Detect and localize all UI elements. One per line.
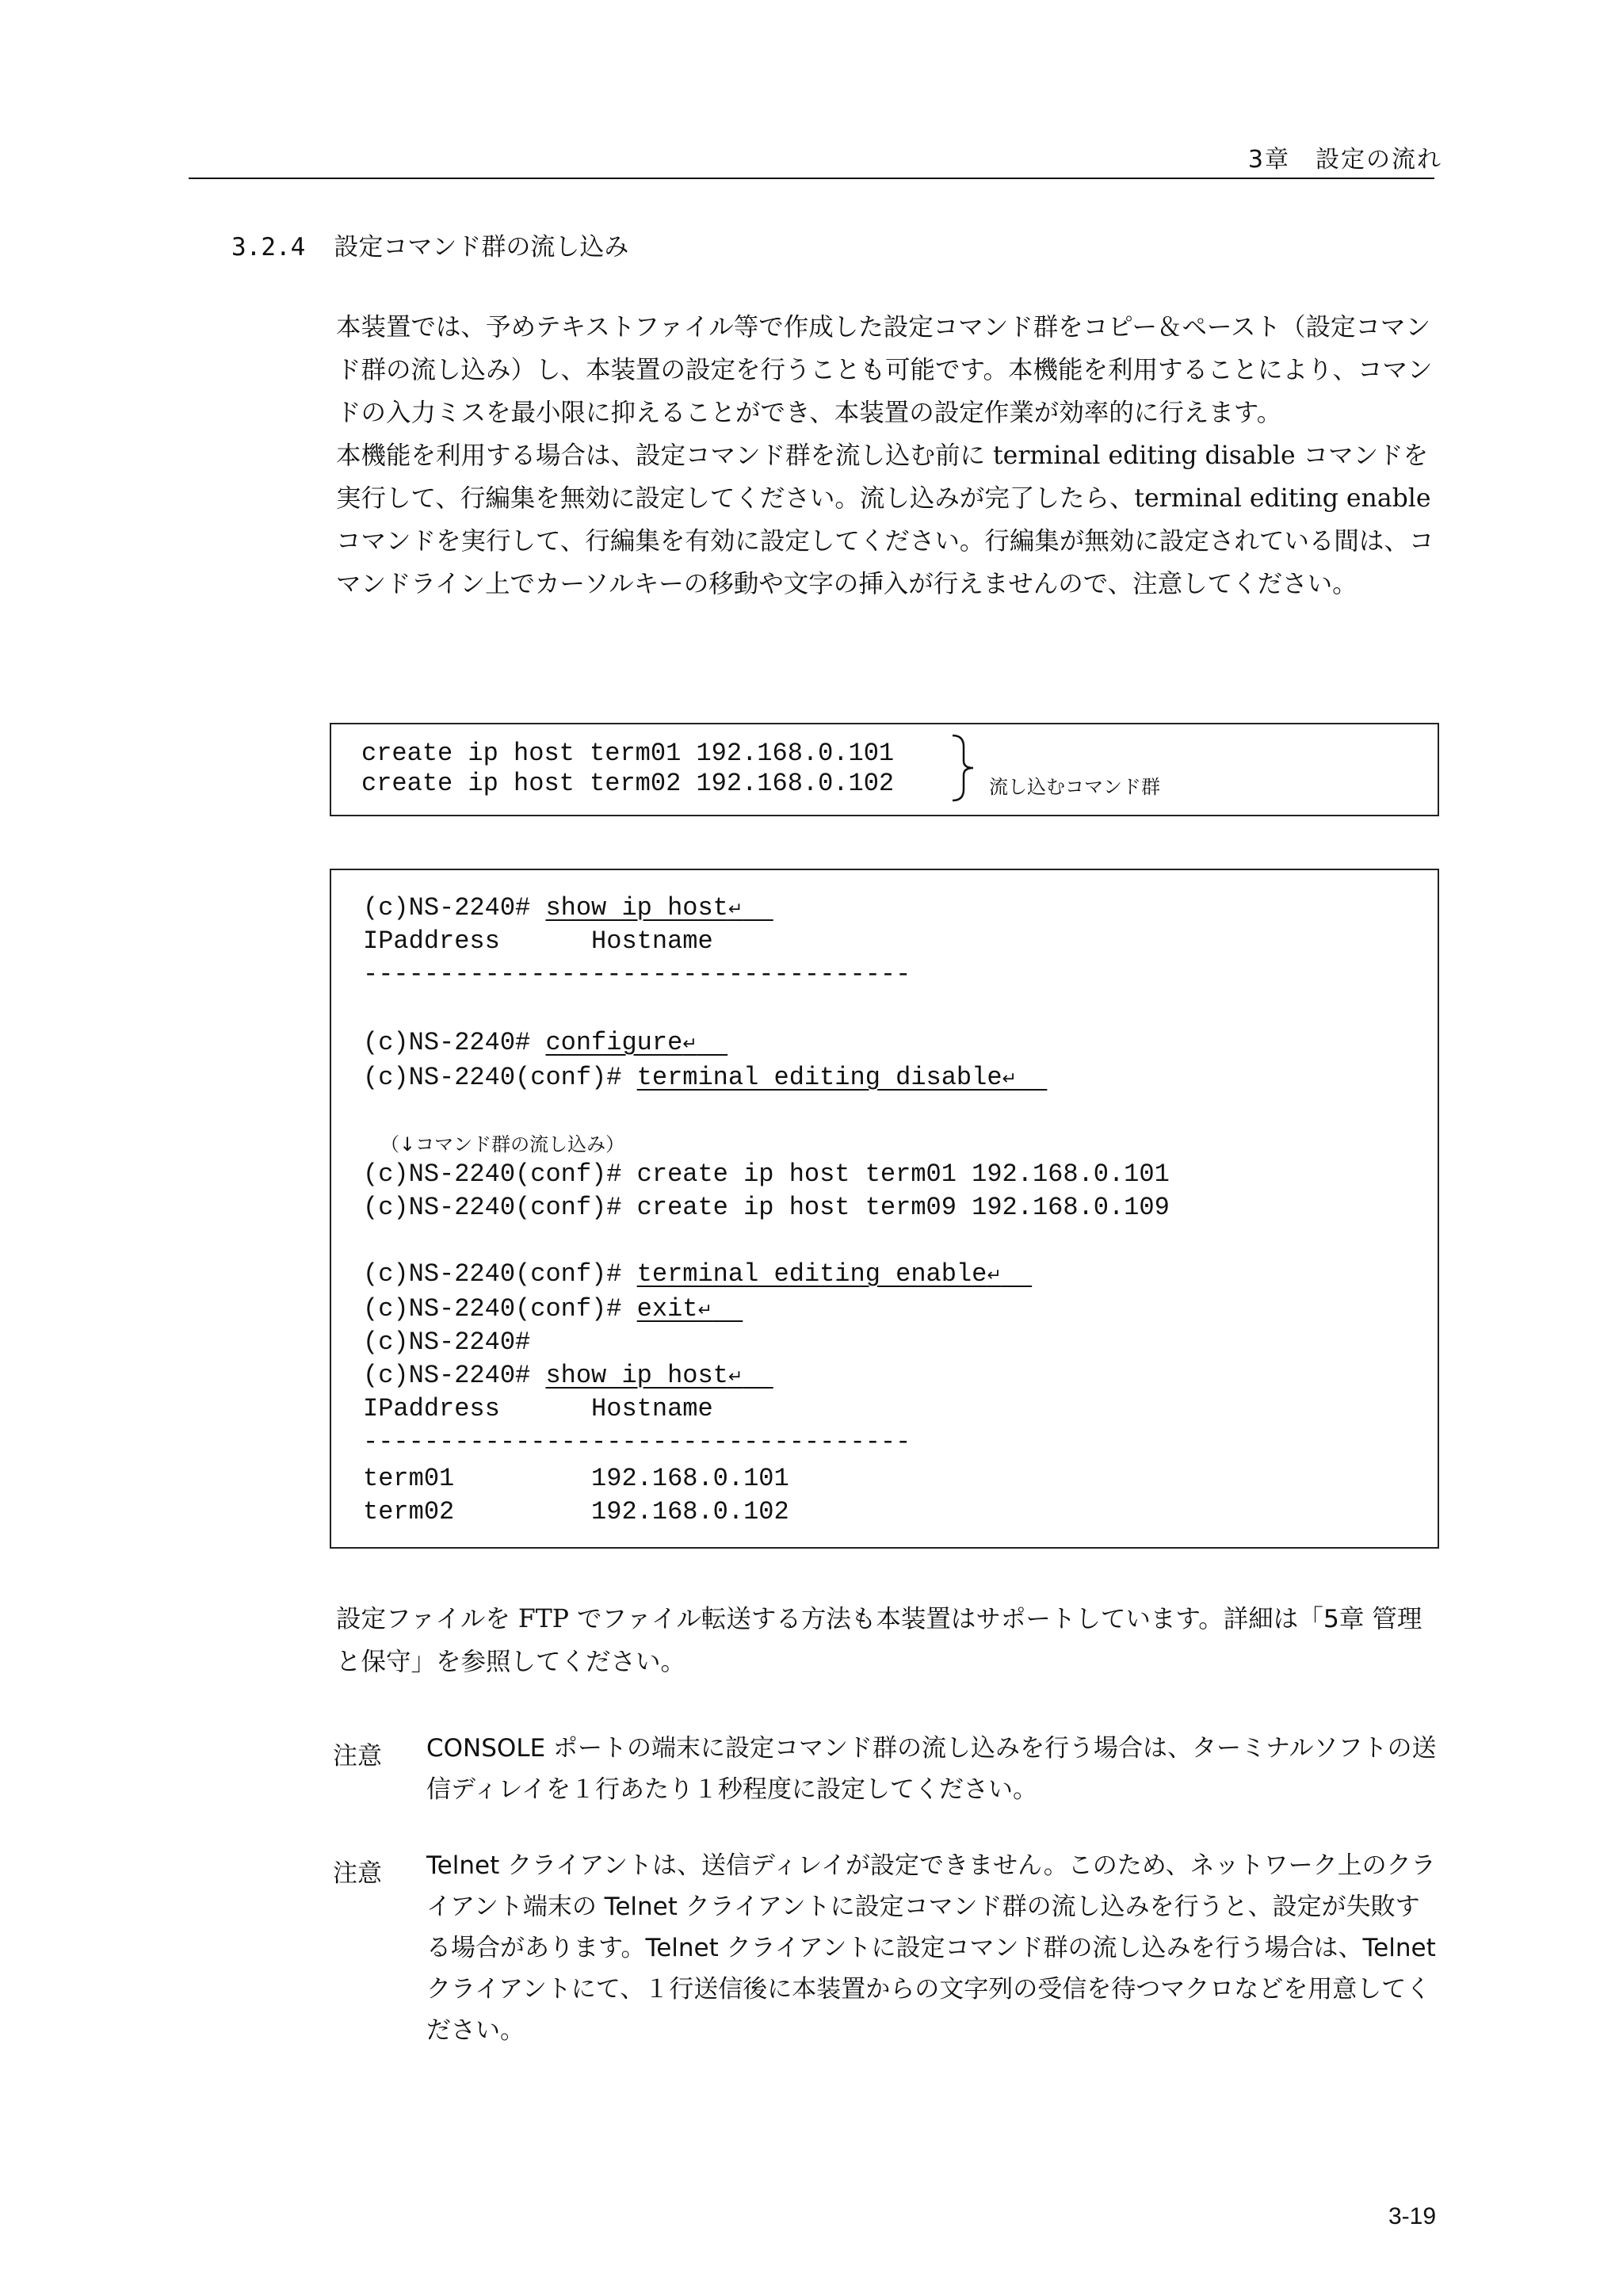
body-paragraph-2: 本機能を利用する場合は、設定コマンド群を流し込む前に terminal editing disable コマンドを実行して、行編集を無効に設定してください。流し込みが完了したら、terminal editing enable コマンドを実行して、行編集を有効に設定してください。行編集が無効に設定されている間は、コマンドライン上でカーソルキーの移動や文字の挿入が行えませんので、注意してください。 [336,441,1434,598]
chapter-reference: 5章 管理と保守 [336,1605,1423,1676]
terminal-line: IPaddress Hostname [363,1394,713,1423]
terminal-line: IPaddress Hostname [363,926,713,956]
right-brace-icon [948,732,980,804]
terminal-line: (c)NS-2240(conf)# create ip host term09 192.168.0.109 [363,1193,1170,1222]
terminal-line: ------------------------------------ [363,960,911,989]
terminal-line: term01 192.168.0.101 [363,1464,789,1493]
terminal-command: configure↵ [545,1028,697,1057]
terminal-line: (c)NS-2240# configure↵ [363,1027,727,1060]
command-box-lines [361,739,894,799]
terminal-line: (c)NS-2240(conf)# create ip host term01 192.168.0.101 [363,1159,1170,1189]
section-heading [231,227,628,262]
body-paragraph-1: 本装置では、予めテキストファイル等で作成した設定コマンド群をコピー＆ペースト（設定コマンド群の流し込み）し、本装置の設定を行うことも可能です。本機能を利用することにより、コマンドの入力ミスを最小限に抑えることができ、本装置の設定作業が効率的に行えます。 [336,313,1433,427]
section-number: 3.2.4 [231,233,306,262]
body-text [336,306,1442,606]
terminal-line: (c)NS-2240# show ip host↵ [363,1360,773,1393]
return-key-icon: ↵ [727,1367,743,1387]
header-rule [189,178,1434,179]
terminal-command: terminal editing disable↵ [636,1063,1017,1092]
command-line: create ip host term01 192.168.0.101 [361,739,895,768]
section-title: 設定コマンド群の流し込み [334,233,629,262]
terminal-command: terminal editing enable↵ [636,1259,1002,1289]
note-text: Telnet クライアントは、送信ディレイが設定できません。このため、ネットワーク上のクライアント端末の Telnet クライアントに設定コマンド群の流し込みを行うと、設定が失敗する場合があります。Telnet クライアントに設定コマンド群の流し込みを行う場合は、Telnet クライアントにて、１行送信後に本装置からの文字列の受信を待つマクロなどを用意してください。 [426,1851,1436,2045]
terminal-line: (c)NS-2240(conf)# terminal editing disable↵ [363,1062,1047,1095]
return-key-icon: ↵ [1002,1069,1017,1089]
command-line: create ip host term02 192.168.0.102 [361,769,895,798]
terminal-line: term02 192.168.0.102 [363,1497,789,1526]
terminal-line: (c)NS-2240(conf)# exit↵ [363,1293,743,1327]
return-key-icon: ↵ [697,1301,712,1320]
terminal-line: (c)NS-2240# show ip host↵ [363,892,773,926]
terminal-command: exit↵ [636,1294,712,1324]
note-label: 注意 [333,1742,382,1771]
return-key-icon: ↵ [682,1034,697,1054]
return-key-icon: ↵ [727,900,743,919]
return-key-icon: ↵ [987,1266,1002,1286]
page-number: 3-19 [1388,2203,1436,2229]
command-box-annotation: 流し込むコマンド群 [989,776,1160,798]
terminal-line: (c)NS-2240# [363,1328,531,1357]
chapter-header: 3章 設定の流れ [1247,146,1442,174]
terminal-command: show ip host↵ [545,893,743,923]
terminal-line: (c)NS-2240(conf)# terminal editing enable↵ [363,1259,1032,1292]
note-label: 注意 [333,1859,382,1888]
reference-paragraph: 設定ファイルを FTP でファイル転送する方法も本装置はサポートしています。詳細は「5章 管理と保守」を参照してください。 [336,1605,1423,1676]
terminal-line: ------------------------------------ [363,1427,911,1457]
note-text: CONSOLE ポートの端末に設定コマンド群の流し込みを行う場合は、ターミナルソフトの送信ディレイを１行あたり１秒程度に設定してください。 [426,1734,1437,1804]
terminal-command: show ip host↵ [545,1361,743,1390]
terminal-annotation: （↓コマンド群の流し込み） [380,1133,625,1156]
